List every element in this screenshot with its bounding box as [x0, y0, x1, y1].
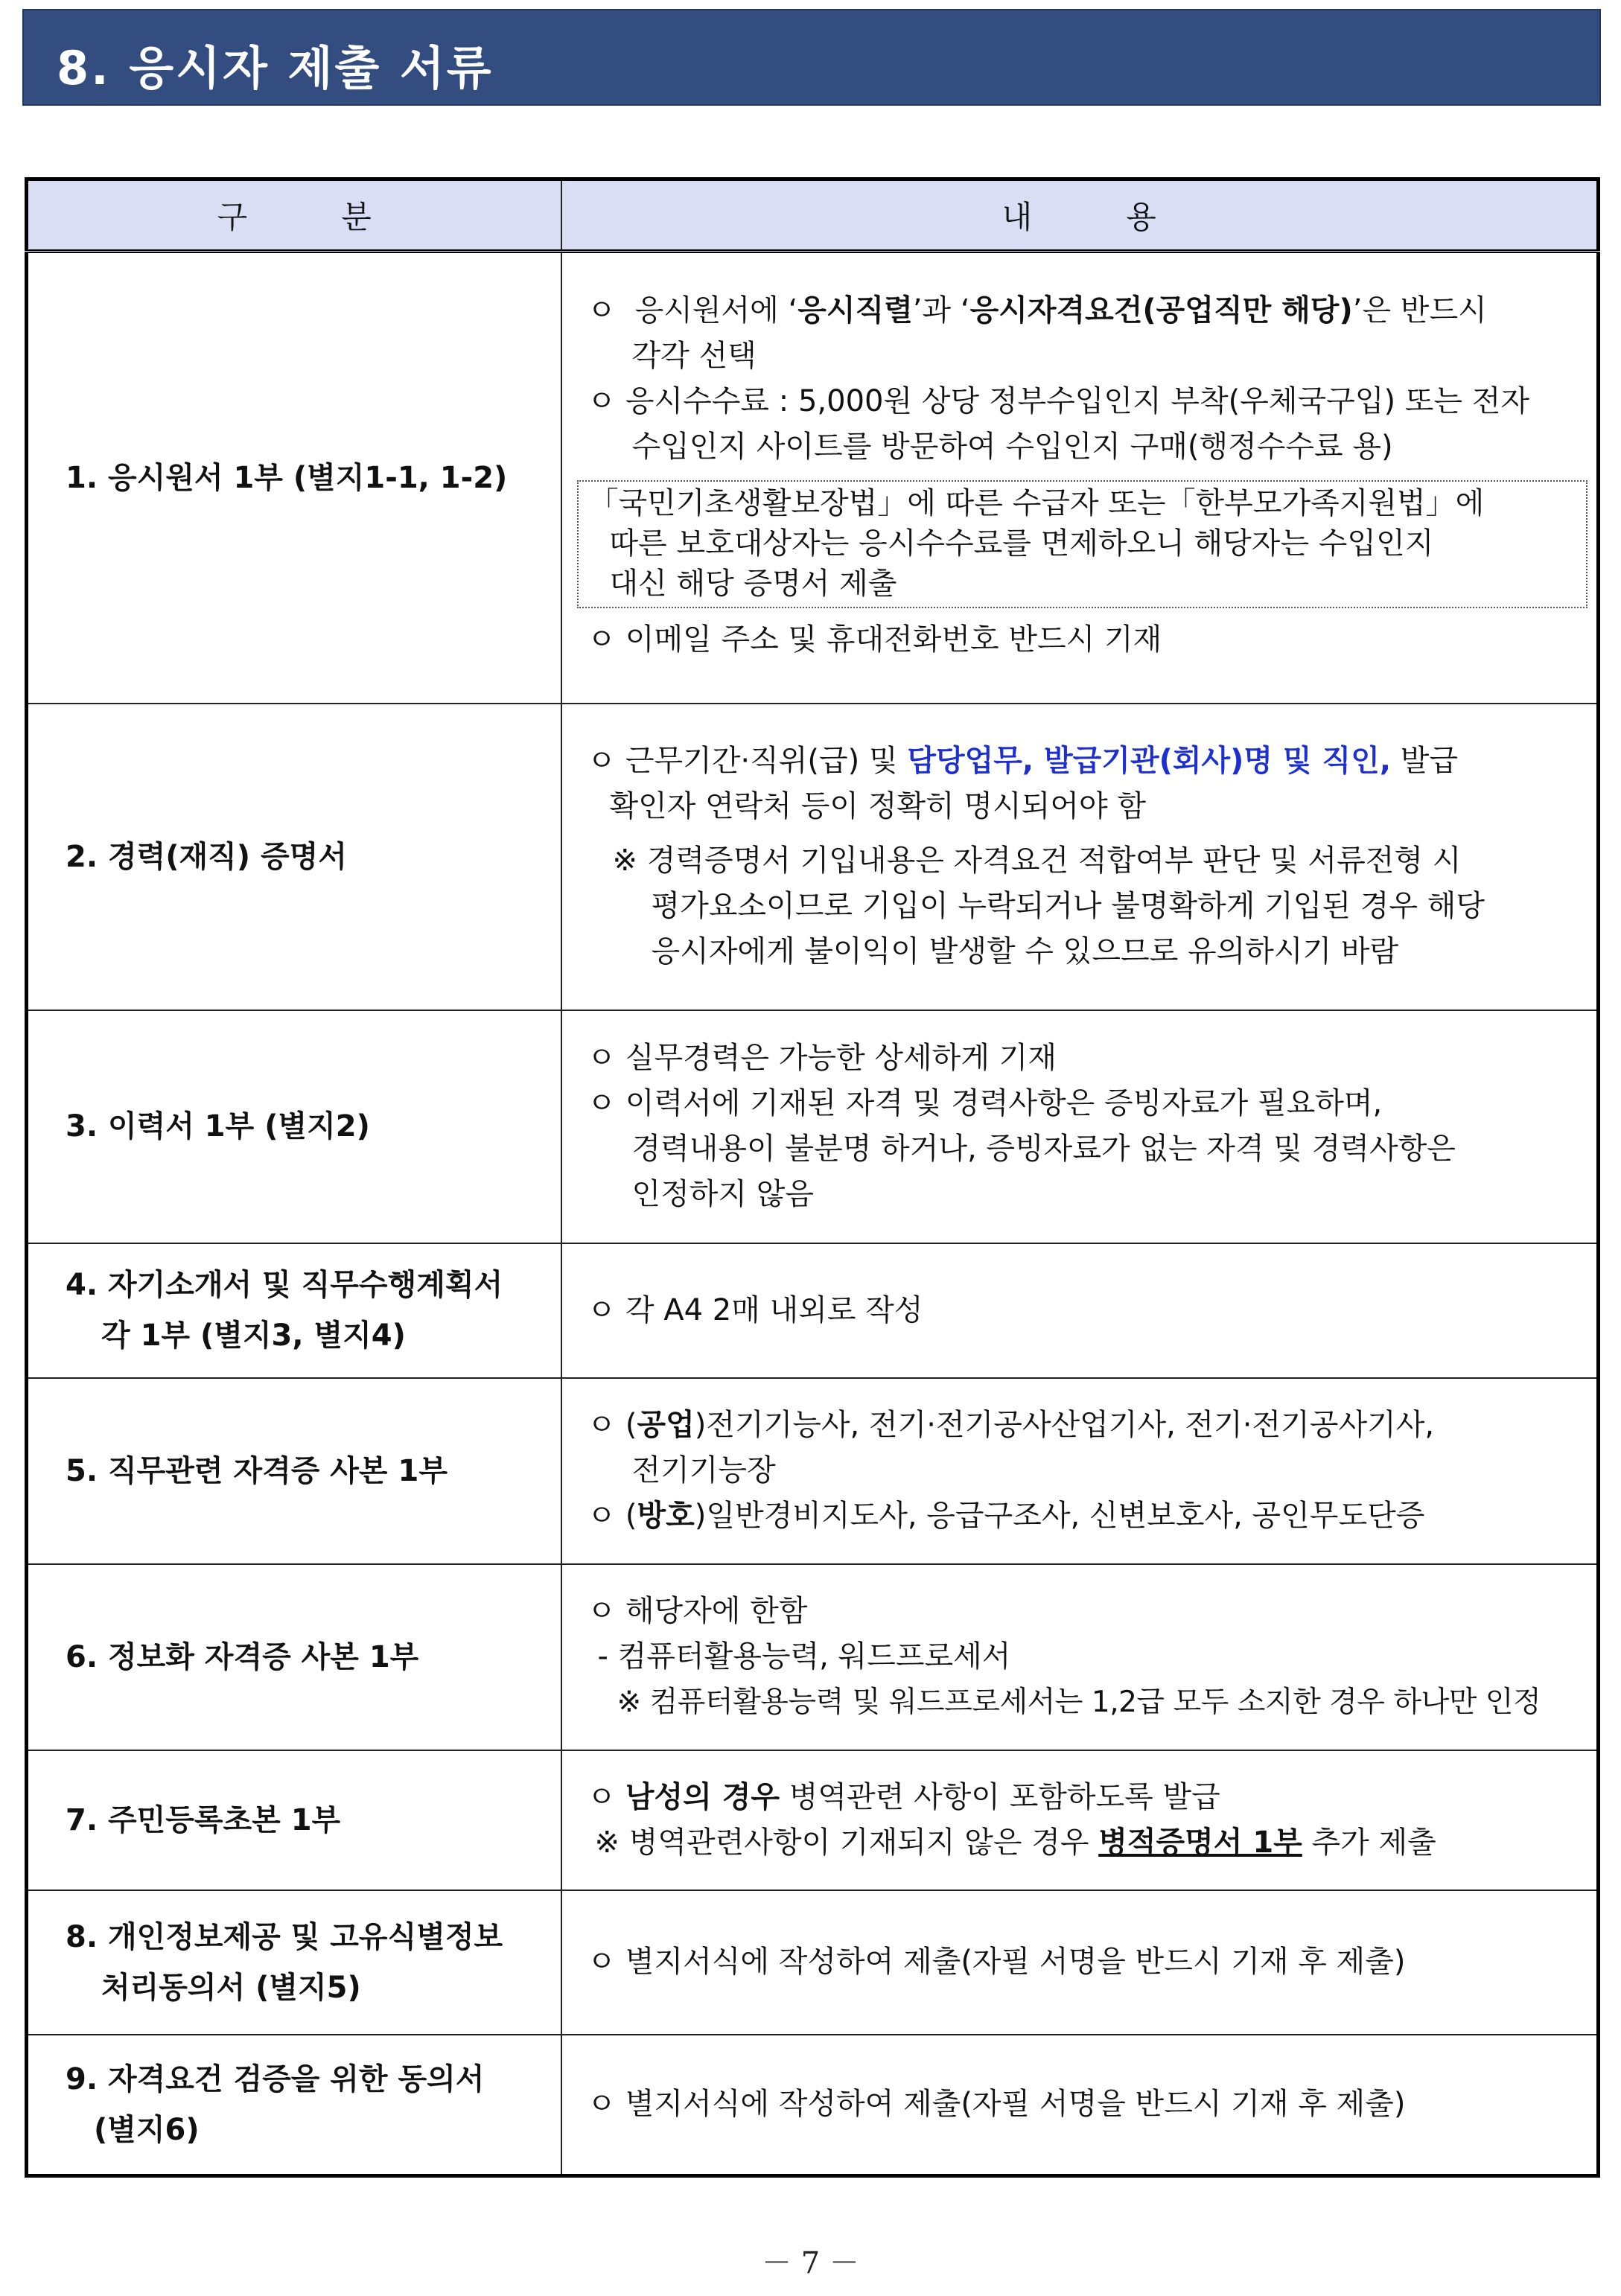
table-row — [27, 1890, 1599, 2035]
content-line: ㅇ 실무경력은 가능한 상세하게 기재 — [587, 1041, 1057, 1075]
category-line: 4. 자기소개서 및 직무수행계획서 — [66, 1268, 503, 1302]
content-line: 각각 선택 — [631, 339, 757, 374]
table-row — [27, 704, 1599, 1010]
content-line: ㅇ 각 A4 2매 내외로 작성 — [587, 1292, 923, 1327]
row-content — [561, 1564, 1599, 1750]
row-content — [561, 704, 1599, 1010]
row-content — [561, 1010, 1599, 1243]
row-category: 7. 주민등록초본 1부 — [27, 1750, 561, 1890]
row-content — [561, 1750, 1599, 1890]
category-line: 처리동의서 (별지5) — [101, 1970, 361, 2005]
table-row — [27, 1564, 1599, 1750]
category-line: 9. 자격요건 검증을 위한 동의서 — [66, 2061, 485, 2096]
content-line: 수입인지 사이트를 방문하여 수입인지 구매(행정수수료 용) — [631, 430, 1393, 465]
row-category: 2. 경력(재직) 증명서 — [27, 704, 561, 1010]
row-content — [561, 1378, 1599, 1564]
highlight-text: 담당업무, 발급기관(회사)명 및 직인, — [907, 744, 1392, 778]
section-title-bar — [22, 9, 1601, 106]
row-category — [27, 1890, 561, 2035]
section-title: 8. 응시자 제출 서류 — [57, 41, 494, 95]
content-line: ㅇ (공업)전기기능사, 전기·전기공사산업기사, 전기·전기공사기사, — [587, 1408, 1435, 1442]
row-category: 6. 정보화 자격증 사본 1부 — [27, 1564, 561, 1750]
row-category — [27, 2035, 561, 2176]
content-line: 확인자 연락처 등이 정확히 명시되어야 함 — [609, 789, 1146, 823]
note-line: ※ 병역관련사항이 기재되지 않은 경우 병적증명서 1부 추가 제출 — [594, 1825, 1436, 1860]
row-content — [561, 1890, 1599, 2035]
table-row — [27, 1010, 1599, 1243]
note-line: 「국민기초생활보장법」에 따른 수급자 또는「한부모가족지원법」에 — [588, 486, 1485, 521]
note-line: 대신 해당 증명서 제출 — [609, 567, 897, 602]
table-row — [27, 252, 1599, 704]
header-content: 내 용 — [561, 179, 1599, 252]
content-line: 인정하지 않음 — [631, 1177, 815, 1211]
content-line: ㅇ (방호)일반경비지도사, 응급구조사, 신변보호사, 공인무도단증 — [587, 1499, 1425, 1533]
note-line: 평가요소이므로 기입이 누락되거나 불명확하게 기입된 경우 해당 — [651, 889, 1485, 923]
note-line: ※ 컴퓨터활용능력 및 워드프로세서는 1,2급 모두 소지한 경우 하나만 인정 — [617, 1686, 1541, 1719]
row-category: 5. 직무관련 자격증 사본 1부 — [27, 1378, 561, 1564]
page-number: － 7 － — [762, 2246, 859, 2280]
fee-exemption-note-box — [577, 480, 1588, 608]
category-line: 8. 개인정보제공 및 고유식별정보 — [66, 1919, 503, 1954]
note-line: ※ 경력증명서 기입내용은 자격요건 적합여부 판단 및 서류전형 시 — [612, 844, 1462, 878]
content-line: ㅇ 응시원서에 ‘응시직렬’과 ‘응시자격요건(공업직만 해당)’은 반드시 — [587, 293, 1487, 328]
content-line: ㅇ 이력서에 기재된 자격 및 경력사항은 증빙자료가 필요하며, — [587, 1086, 1383, 1120]
row-category: 1. 응시원서 1부 (별지1-1, 1-2) — [27, 252, 561, 704]
table-row — [27, 1750, 1599, 1890]
category-line: (별지6) — [94, 2112, 200, 2147]
content-line: ㅇ 별지서식에 작성하여 제출(자필 서명을 반드시 기재 후 제출) — [587, 2087, 1406, 2122]
content-line: 전기기능장 — [631, 1453, 776, 1487]
row-content — [561, 1243, 1599, 1378]
header-category: 구 분 — [27, 179, 561, 252]
content-line: ㅇ 남성의 경우 병역관련 사항이 포함하도록 발급 — [587, 1779, 1220, 1814]
table-row — [27, 1378, 1599, 1564]
content-line: - 컴퓨터활용능력, 워드프로세서 — [597, 1639, 1011, 1674]
content-line: 경력내용이 불분명 하거나, 증빙자료가 없는 자격 및 경력사항은 — [631, 1132, 1456, 1166]
table-row — [27, 1243, 1599, 1378]
note-line: 응시자에게 불이익이 발생할 수 있으므로 유의하시기 바람 — [651, 934, 1399, 969]
row-category — [27, 1243, 561, 1378]
category-line: 각 1부 (별지3, 별지4) — [101, 1318, 406, 1353]
row-content — [561, 2035, 1599, 2176]
note-line: 따른 보호대상자는 응시수수료를 면제하오니 해당자는 수입인지 — [609, 526, 1434, 561]
documents-table — [25, 177, 1600, 2178]
row-content — [561, 252, 1599, 704]
content-line: ㅇ 별지서식에 작성하여 제출(자필 서명을 반드시 기재 후 제출) — [587, 1945, 1406, 1979]
content-line: ㅇ 이메일 주소 및 휴대전화번호 반드시 기재 — [587, 622, 1162, 657]
row-category: 3. 이력서 1부 (별지2) — [27, 1010, 561, 1243]
content-line: ㅇ 근무기간·직위(급) 및 담당업무, 발급기관(회사)명 및 직인, 발급 — [587, 744, 1459, 778]
table-row — [27, 2035, 1599, 2176]
table-header-row — [27, 179, 1599, 252]
content-line: ㅇ 해당자에 한함 — [587, 1594, 808, 1628]
content-line: ㅇ 응시수수료 : 5,000원 상당 정부수입인지 부착(우체국구입) 또는 전자 — [587, 384, 1530, 419]
